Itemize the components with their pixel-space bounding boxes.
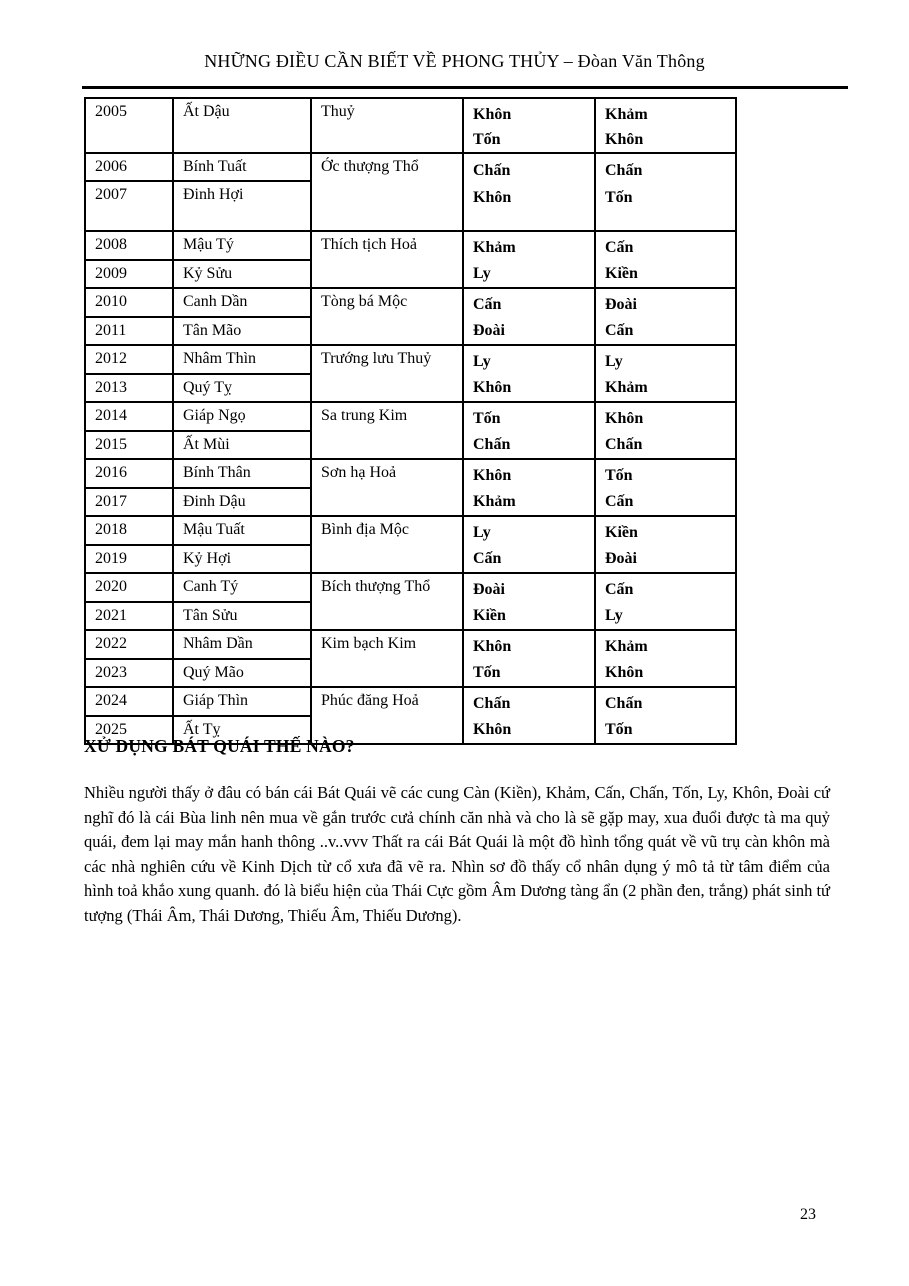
trigram-col1-cell	[463, 98, 595, 153]
zodiac-name-cell: Đinh Dậu	[173, 488, 311, 517]
zodiac-name-cell: Bính Thân	[173, 459, 311, 488]
year-cell: 2013	[85, 374, 173, 403]
year-cell: 2008	[85, 231, 173, 260]
trigram-line: Đoài	[605, 550, 637, 567]
trigram-col2-cell	[595, 288, 736, 345]
header-rule	[82, 86, 848, 89]
trigram-line: Chấn	[605, 695, 643, 712]
trigram-col1-cell	[463, 345, 595, 402]
zodiac-name-cell: Ất Dậu	[173, 98, 311, 153]
trigram-line: Cấn	[473, 550, 502, 567]
trigram-col1-cell	[463, 288, 595, 345]
trigram-line: Khôn	[605, 410, 644, 427]
trigram-col1-cell	[463, 153, 595, 231]
year-cell: 2023	[85, 659, 173, 688]
year-cell: 2020	[85, 573, 173, 602]
page-number: 23	[800, 1206, 816, 1223]
zodiac-name-cell: Giáp Thìn	[173, 687, 311, 716]
year-cell: 2015	[85, 431, 173, 460]
zodiac-name-cell: Tân Sửu	[173, 602, 311, 631]
zodiac-name-cell: Bính Tuất	[173, 153, 311, 181]
trigram-line: Tốn	[605, 721, 633, 738]
trigram-line: Chấn	[473, 436, 511, 453]
element-cell: Tòng bá Mộc	[311, 288, 463, 345]
trigram-col1-cell	[463, 630, 595, 687]
zodiac-name-cell: Nhâm Thìn	[173, 345, 311, 374]
year-cell: 2022	[85, 630, 173, 659]
trigram-line: Tốn	[473, 131, 501, 148]
table-row	[85, 98, 736, 153]
trigram-line: Ly	[473, 265, 491, 282]
zodiac-name-cell: Mậu Tuất	[173, 516, 311, 545]
trigram-col1-cell	[463, 687, 595, 744]
section-heading: XỬ DỤNG BÁT QUÁI THẾ NÀO?	[84, 736, 355, 756]
trigram-line: Đoài	[473, 322, 505, 339]
trigram-line: Đoài	[473, 581, 505, 598]
year-cell: 2024	[85, 687, 173, 716]
trigram-line: Ly	[605, 353, 623, 370]
trigram-col2-cell	[595, 98, 736, 153]
trigram-line: Chấn	[473, 695, 511, 712]
zodiac-name-cell: Quý Mão	[173, 659, 311, 688]
trigram-line: Khảm	[473, 493, 516, 510]
trigram-line: Khảm	[605, 106, 648, 123]
trigram-col1-cell	[463, 402, 595, 459]
trigram-col1-cell	[463, 231, 595, 288]
trigram-col2-cell	[595, 687, 736, 744]
trigram-line: Khôn	[473, 379, 512, 396]
trigram-col2-cell	[595, 345, 736, 402]
trigram-line: Khôn	[473, 106, 512, 123]
trigram-line: Chấn	[473, 162, 511, 179]
year-cell: 2007	[85, 181, 173, 231]
zodiac-name-cell: Đinh Hợi	[173, 181, 311, 231]
trigram-line: Kiền	[605, 265, 638, 282]
year-cell: 2018	[85, 516, 173, 545]
zodiac-name-cell: Kỷ Hợi	[173, 545, 311, 574]
element-cell: Bích thượng Thổ	[311, 573, 463, 630]
table-row	[85, 153, 736, 181]
trigram-line: Tốn	[473, 664, 501, 681]
element-cell: Ớc thượng Thổ	[311, 153, 463, 231]
year-cell: 2025	[85, 716, 173, 745]
trigram-col1-cell	[463, 516, 595, 573]
year-cell: 2006	[85, 153, 173, 181]
trigram-line: Khảm	[605, 638, 648, 655]
trigram-line: Cấn	[605, 581, 634, 598]
trigram-line: Khảm	[473, 239, 516, 256]
table-row	[85, 459, 736, 488]
zodiac-name-cell: Canh Dần	[173, 288, 311, 317]
year-cell: 2011	[85, 317, 173, 346]
trigram-line: Ly	[605, 607, 623, 624]
year-cell: 2010	[85, 288, 173, 317]
year-cell: 2009	[85, 260, 173, 289]
trigram-col2-cell	[595, 402, 736, 459]
zodiac-name-cell: Ất Tỵ	[173, 716, 311, 745]
element-cell: Thích tịch Hoả	[311, 231, 463, 288]
page-header-title: NHỮNG ĐIỀU CẦN BIẾT VỀ PHONG THỦY – Đòan Văn Thông	[204, 51, 705, 71]
trigram-line: Tốn	[473, 410, 501, 427]
trigram-line: Khôn	[473, 189, 512, 206]
trigram-line: Chấn	[605, 436, 643, 453]
trigram-line: Cấn	[605, 493, 634, 510]
years-table	[84, 97, 737, 745]
table-row	[85, 516, 736, 545]
year-cell: 2017	[85, 488, 173, 517]
zodiac-name-cell: Mậu Tý	[173, 231, 311, 260]
trigram-col2-cell	[595, 573, 736, 630]
year-cell: 2016	[85, 459, 173, 488]
trigram-col1-cell	[463, 459, 595, 516]
trigram-line: Khôn	[605, 131, 644, 148]
trigram-line: Kiền	[605, 524, 638, 541]
trigram-col2-cell	[595, 459, 736, 516]
table-row	[85, 630, 736, 659]
zodiac-name-cell: Canh Tý	[173, 573, 311, 602]
zodiac-name-cell: Giáp Ngọ	[173, 402, 311, 431]
trigram-line: Kiền	[473, 607, 506, 624]
zodiac-name-cell: Quý Tỵ	[173, 374, 311, 403]
element-cell: Bình địa Mộc	[311, 516, 463, 573]
trigram-col2-cell	[595, 231, 736, 288]
element-cell: Kim bạch Kim	[311, 630, 463, 687]
trigram-col1-cell	[463, 573, 595, 630]
zodiac-name-cell: Kỷ Sửu	[173, 260, 311, 289]
table-row	[85, 288, 736, 317]
trigram-line: Ly	[473, 524, 491, 541]
year-cell: 2014	[85, 402, 173, 431]
year-cell: 2005	[85, 98, 173, 153]
element-cell: Sơn hạ Hoả	[311, 459, 463, 516]
table-row	[85, 231, 736, 260]
trigram-line: Cấn	[605, 239, 634, 256]
year-cell: 2021	[85, 602, 173, 631]
trigram-line: Khảm	[605, 379, 648, 396]
trigram-line: Tốn	[605, 189, 633, 206]
element-cell: Sa trung Kim	[311, 402, 463, 459]
trigram-line: Ly	[473, 353, 491, 370]
table-row	[85, 687, 736, 716]
trigram-line: Tốn	[605, 467, 633, 484]
zodiac-name-cell: Ất Mùi	[173, 431, 311, 460]
body-paragraph: Nhiều người thấy ở đâu có bán cái Bát Quái vẽ các cung Càn (Kiền), Khảm, Cấn, Chấn, Tốn, Ly, Khôn, Đoài cứ nghĩ đó là cái Bùa linh nên mua về gắn trước cưả chính căn nhà và cho là sẽ gặp may, xua đuổi được tà ma quỷ quái, đem lại may mắn hanh thông ..v..vvv Thất ra cái Bát Quái là một đồ hình tổng quát về vũ trụ càn khôn mà các nhà nghiên cứu về Kinh Dịch từ cổ xưa đã vẽ ra. Nhìn sơ đồ thấy cổ nhân dụng ý mô tả từ tâm điểm của hình toả khắo xung quanh. đó là biểu hiện của Thái Cực gồm Âm Dương tàng ẩn (2 phần đen, trắng) phát sinh tứ tượng (Thái Âm, Thái Dương, Thiếu Âm, Thiếu Dương).	[84, 783, 830, 925]
trigram-col2-cell	[595, 630, 736, 687]
year-cell: 2012	[85, 345, 173, 374]
zodiac-name-cell: Nhâm Dần	[173, 630, 311, 659]
table-row	[85, 345, 736, 374]
zodiac-name-cell: Tân Mão	[173, 317, 311, 346]
trigram-line: Cấn	[473, 296, 502, 313]
trigram-line: Khôn	[605, 664, 644, 681]
table-row	[85, 402, 736, 431]
trigram-line: Đoài	[605, 296, 637, 313]
element-cell: Phúc đăng Hoả	[311, 687, 463, 744]
trigram-col2-cell	[595, 153, 736, 231]
trigram-line: Khôn	[473, 467, 512, 484]
trigram-col2-cell	[595, 516, 736, 573]
element-cell: Trướng lưu Thuỷ	[311, 345, 463, 402]
year-cell: 2019	[85, 545, 173, 574]
years-table-body	[85, 98, 736, 744]
trigram-line: Chấn	[605, 162, 643, 179]
element-cell: Thuỷ	[311, 98, 463, 153]
trigram-line: Cấn	[605, 322, 634, 339]
table-row	[85, 573, 736, 602]
trigram-line: Khôn	[473, 721, 512, 738]
trigram-line: Khôn	[473, 638, 512, 655]
